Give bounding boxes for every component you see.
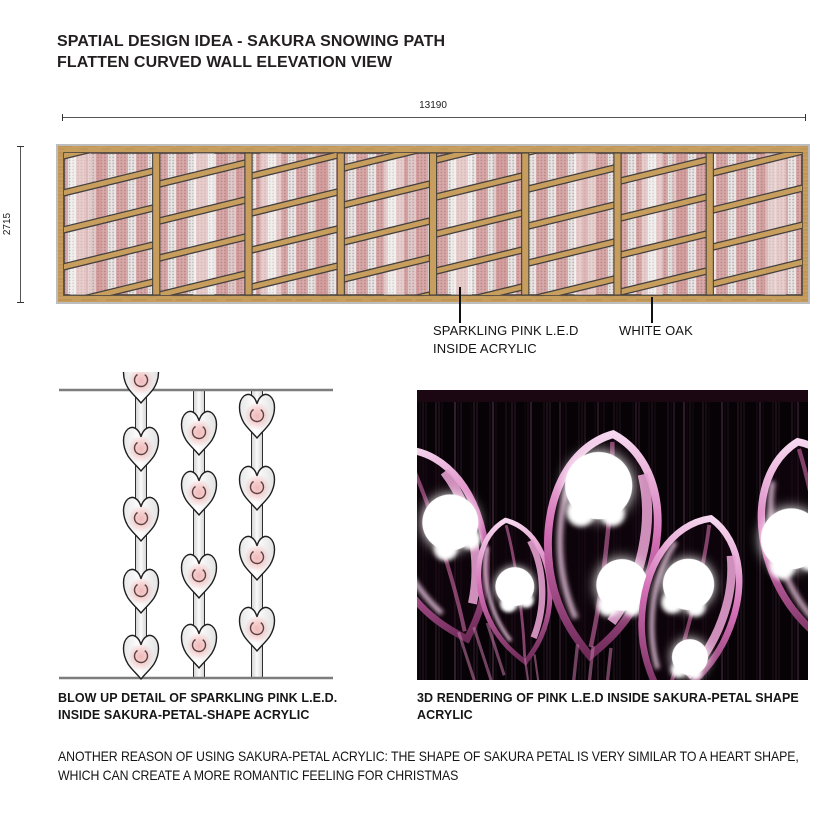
wall-elevation-drawing xyxy=(56,144,810,304)
rendering-caption xyxy=(417,690,799,724)
callout-white-oak xyxy=(619,322,693,340)
design-note-line2: WHICH CAN CREATE A MORE ROMANTIC FEELING FOR CHRISTMAS xyxy=(58,767,459,783)
callout-led-line1: SPARKLING PINK L.E.D xyxy=(433,323,579,338)
dimension-tick xyxy=(17,146,24,147)
callout-oak-line1: WHITE OAK xyxy=(619,323,693,338)
callout-sparkling-led xyxy=(433,322,579,358)
page-title-line2: FLATTEN CURVED WALL ELEVATION VIEW xyxy=(57,54,393,71)
width-dimension-line xyxy=(62,117,806,118)
design-note-line1: ANOTHER REASON OF USING SAKURA-PETAL ACRYLIC: THE SHAPE OF SAKURA PETAL IS VERY SIMILAR TO A HEART SHAPE, xyxy=(58,748,799,764)
dimension-tick xyxy=(62,114,63,121)
leader-line-oak xyxy=(651,297,653,323)
page-title-line1: SPATIAL DESIGN IDEA - SAKURA SNOWING PATH xyxy=(57,33,446,50)
rendering-caption-line2: ACRYLIC xyxy=(417,708,473,722)
rendering-caption-line1: 3D RENDERING OF PINK L.E.D INSIDE SAKURA-PETAL SHAPE xyxy=(417,691,799,705)
callout-led-line2: INSIDE ACRYLIC xyxy=(433,341,537,356)
width-dimension-value: 13190 xyxy=(419,100,447,111)
page-title xyxy=(57,31,445,73)
dimension-tick xyxy=(805,114,806,121)
3d-rendering-image xyxy=(417,390,808,680)
height-dimension-value: 2715 xyxy=(2,212,13,236)
height-dimension-line xyxy=(20,146,21,303)
design-note xyxy=(58,747,799,785)
detail-caption xyxy=(58,690,337,724)
leader-line-led xyxy=(459,287,461,323)
detail-caption-line2: INSIDE SAKURA-PETAL-SHAPE ACRYLIC xyxy=(58,708,310,722)
detail-caption-line1: BLOW UP DETAIL OF SPARKLING PINK L.E.D. xyxy=(58,691,338,705)
petal-detail-drawing xyxy=(56,372,336,684)
dimension-tick xyxy=(17,302,24,303)
